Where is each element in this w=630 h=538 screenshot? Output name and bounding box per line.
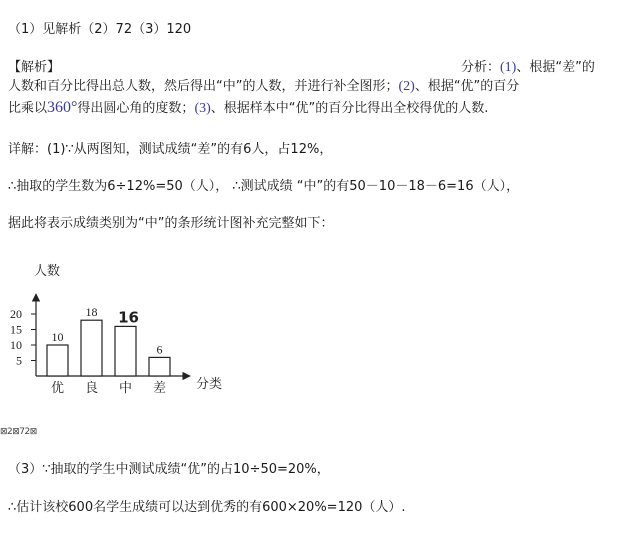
analysis-tag: 【解析】 xyxy=(8,60,61,75)
category-label-4: 差 xyxy=(152,381,167,396)
analysis-line-3 xyxy=(8,99,488,118)
analysis-line-2 xyxy=(8,78,519,96)
answer-line: （1）见解析（2）72（3）120 xyxy=(8,22,192,37)
data-label-3: 16 xyxy=(118,308,139,327)
part3-line-1: （3）∵抽取的学生中测试成绩“优”的占10÷50=20%， xyxy=(8,462,330,477)
analysis-label: 分析： xyxy=(461,60,501,75)
analysis-line-3-c: 、根据样本中“优”的百分比得出全校得优的人数. xyxy=(210,101,489,116)
bar-chart xyxy=(0,256,260,406)
analysis-marker-1: (1) xyxy=(500,60,517,75)
analysis-line-1-end: 、根据“差”的 xyxy=(516,60,595,75)
y-tick-label: 20 xyxy=(10,307,22,321)
data-label-4: 6 xyxy=(156,342,163,357)
detail-line-1: 详解：(1)∵从两图知，测试成绩“差”的有6人，占12%， xyxy=(8,142,333,157)
y-tick-label: 15 xyxy=(10,322,22,337)
bar-2 xyxy=(81,320,102,376)
part3-line-2: ∴估计该校600名学生成绩可以达到优秀的有600×20%=120（人）. xyxy=(8,500,406,515)
x-axis-label: 分类 xyxy=(196,377,223,392)
data-label-1: 10 xyxy=(51,330,64,344)
garbled-symbol-text: ⊠2⊠72⊠ xyxy=(0,427,37,437)
analysis-line-3-b: 得出圆心角的度数； xyxy=(77,101,195,116)
analysis-line-3-a: 比乘以 xyxy=(8,101,48,116)
detail-line-2: ∴抽取的学生数为6÷12%=50（人）， ∴测试成绩 “中”的有50－10－18－6=16（人）， xyxy=(8,179,520,194)
bar-3 xyxy=(115,326,136,376)
category-label-2: 良 xyxy=(84,381,99,396)
y-tick-label: 5 xyxy=(16,353,22,368)
degree-360: 360° xyxy=(47,99,78,116)
analysis-line-1 xyxy=(461,59,595,77)
analysis-marker-3: (3) xyxy=(194,101,211,116)
detail-line-3: 据此将表示成绩类别为“中”的条形统计图补充完整如下： xyxy=(8,216,334,231)
analysis-line-2-text: 人数和百分比得出总人数，然后得出“中”的人数，并进行补全图形； xyxy=(8,79,399,94)
y-tick-label: 10 xyxy=(10,338,22,352)
analysis-line-2-end: 、根据“优”的百分 xyxy=(414,79,520,94)
bar-4 xyxy=(149,357,170,376)
category-label-3: 中 xyxy=(118,381,133,396)
data-label-2: 18 xyxy=(85,305,98,320)
y-axis-label: 人数 xyxy=(34,264,61,279)
category-label-1: 优 xyxy=(50,381,65,396)
analysis-marker-2: (2) xyxy=(398,79,415,94)
bar-1 xyxy=(47,345,68,376)
